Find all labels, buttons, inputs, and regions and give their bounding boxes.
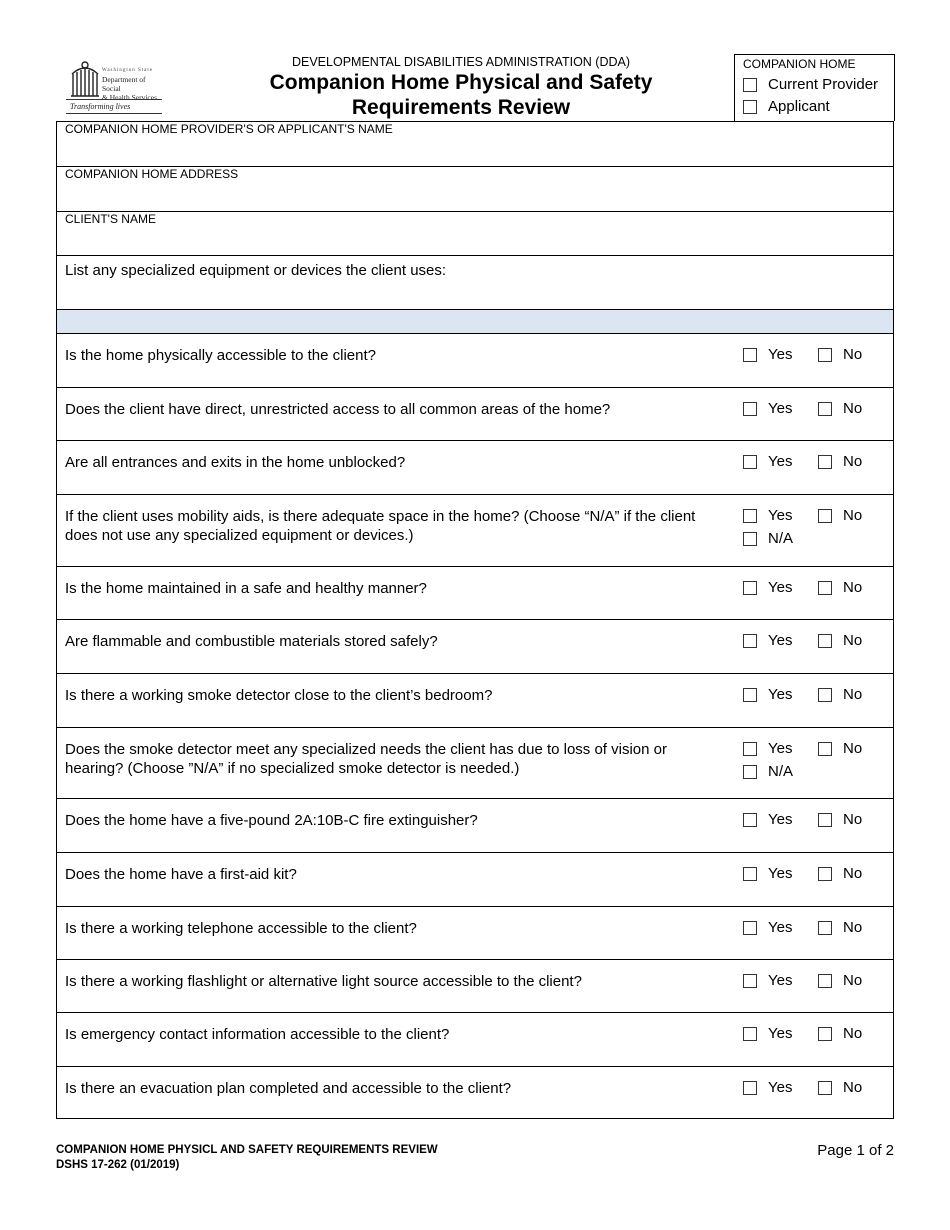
yes-option[interactable] [743, 579, 792, 596]
question-row [57, 1013, 893, 1067]
yes-checkbox[interactable] [743, 455, 757, 469]
question-text: If the client uses mobility aids, is there adequate space in the home? (Choose “N/A” if the client does not use any specialized equipment or devices.) [65, 508, 696, 544]
footer-form-title: COMPANION HOME PHYSICL AND SAFETY REQUIREMENTS REVIEW [56, 1144, 438, 1156]
question-text: Is there a working telephone accessible to the client? [65, 920, 417, 937]
yes-option[interactable] [743, 507, 792, 524]
yes-checkbox[interactable] [743, 1081, 757, 1095]
no-label: No [843, 1025, 863, 1042]
no-label: No [843, 632, 863, 649]
yes-label: Yes [768, 632, 793, 649]
logo-tagline: Transforming lives [70, 102, 131, 111]
yes-checkbox[interactable] [743, 867, 757, 881]
no-option[interactable] [818, 1025, 862, 1042]
yes-checkbox[interactable] [743, 634, 757, 648]
na-checkbox[interactable] [743, 765, 757, 779]
logo-dept-line2: & Health Services [102, 93, 157, 102]
logo-department-text [102, 75, 164, 102]
provider-name-label: COMPANION HOME PROVIDER'S OR APPLICANT'S NAME [65, 122, 393, 136]
no-option[interactable] [818, 507, 862, 524]
no-label: No [843, 346, 863, 363]
yes-label: Yes [768, 507, 793, 524]
yes-checkbox[interactable] [743, 742, 757, 756]
dshs-logo [66, 58, 164, 116]
page-number: Page 1 of 2 [817, 1142, 894, 1159]
no-option[interactable] [818, 811, 862, 828]
question-text: Does the home have a first-aid kit? [65, 866, 297, 883]
question-text: Is there a working flashlight or alternative light source accessible to the client? [65, 973, 582, 990]
yes-checkbox[interactable] [743, 348, 757, 362]
no-label: No [843, 919, 863, 936]
question-text: Does the client have direct, unrestricted access to all common areas of the home? [65, 401, 611, 418]
yes-label: Yes [768, 686, 793, 703]
no-checkbox[interactable] [818, 348, 832, 362]
page-title [236, 70, 686, 120]
question-row [57, 620, 893, 674]
yes-checkbox[interactable] [743, 974, 757, 988]
yes-option[interactable] [743, 400, 792, 417]
no-option[interactable] [818, 972, 862, 989]
yes-label: Yes [768, 972, 793, 989]
na-checkbox[interactable] [743, 532, 757, 546]
yes-option[interactable] [743, 346, 792, 363]
companion-home-type-box [734, 54, 895, 121]
question-text: Is the home physically accessible to the client? [65, 347, 376, 364]
yes-option[interactable] [743, 686, 792, 703]
na-label: N/A [768, 763, 794, 780]
question-row [57, 441, 893, 495]
na-option[interactable] [743, 763, 793, 780]
yes-label: Yes [768, 400, 793, 417]
review-form [56, 121, 894, 1119]
footer-form-code: DSHS 17-262 (01/2019) [56, 1159, 180, 1171]
form-header [56, 54, 894, 121]
yes-option[interactable] [743, 919, 792, 936]
yes-label: Yes [768, 346, 793, 363]
title-line-1: Companion Home Physical and Safety [269, 71, 653, 94]
no-label: No [843, 972, 863, 989]
yes-label: Yes [768, 1079, 793, 1096]
yes-option[interactable] [743, 811, 792, 828]
section-divider-band [57, 310, 893, 334]
applicant-checkbox[interactable] [743, 100, 757, 114]
current-provider-checkbox[interactable] [743, 78, 757, 92]
yes-label: Yes [768, 1025, 793, 1042]
no-option[interactable] [818, 400, 862, 417]
equipment-label: List any specialized equipment or devices the client uses: [65, 262, 447, 279]
question-row [57, 674, 893, 728]
option-current-provider[interactable] [743, 76, 878, 93]
yes-label: Yes [768, 865, 793, 882]
no-label: No [843, 1079, 863, 1096]
question-row [57, 334, 893, 388]
question-text: Is there a working smoke detector close to the client’s bedroom? [65, 687, 493, 704]
yes-checkbox[interactable] [743, 921, 757, 935]
yes-option[interactable] [743, 632, 792, 649]
question-text: Is emergency contact information accessible to the client? [65, 1026, 450, 1043]
no-checkbox[interactable] [818, 402, 832, 416]
question-row [57, 960, 893, 1013]
question-text: Are flammable and combustible materials stored safely? [65, 633, 438, 650]
no-checkbox[interactable] [818, 867, 832, 881]
provider-name-field[interactable] [57, 122, 893, 167]
no-label: No [843, 579, 863, 596]
no-checkbox[interactable] [818, 581, 832, 595]
no-checkbox[interactable] [818, 921, 832, 935]
no-checkbox[interactable] [818, 1027, 832, 1041]
yes-checkbox[interactable] [743, 581, 757, 595]
question-text: Does the smoke detector meet any specialized needs the client has due to loss of vision or hearing? (Choose ”N/A” if no specialized smoke detector is needed.) [65, 741, 667, 777]
yes-option[interactable] [743, 453, 792, 470]
no-checkbox[interactable] [818, 455, 832, 469]
yes-checkbox[interactable] [743, 1027, 757, 1041]
companion-home-label: COMPANION HOME [743, 57, 856, 71]
no-option[interactable] [818, 346, 862, 363]
no-option[interactable] [818, 686, 862, 703]
yes-label: Yes [768, 811, 793, 828]
no-checkbox[interactable] [818, 974, 832, 988]
question-row [57, 388, 893, 441]
question-row [57, 1067, 893, 1118]
no-label: No [843, 686, 863, 703]
yes-option[interactable] [743, 972, 792, 989]
question-row [57, 907, 893, 960]
address-label: COMPANION HOME ADDRESS [65, 167, 239, 181]
address-field[interactable] [57, 167, 893, 212]
current-provider-label: Current Provider [768, 76, 879, 93]
yes-checkbox[interactable] [743, 402, 757, 416]
yes-option[interactable] [743, 740, 792, 757]
no-checkbox[interactable] [818, 1081, 832, 1095]
no-option[interactable] [818, 1079, 862, 1096]
applicant-label: Applicant [768, 98, 830, 115]
question-row [57, 799, 893, 853]
building-icon [68, 60, 102, 98]
yes-label: Yes [768, 579, 793, 596]
yes-checkbox[interactable] [743, 813, 757, 827]
no-checkbox[interactable] [818, 509, 832, 523]
question-row [57, 567, 893, 620]
equipment-field[interactable] [57, 256, 893, 310]
question-text: Does the home have a five-pound 2A:10B-C fire extinguisher? [65, 812, 478, 829]
no-option[interactable] [818, 919, 862, 936]
yes-option[interactable] [743, 1079, 792, 1096]
no-label: No [843, 865, 863, 882]
question-row [57, 728, 893, 799]
no-option[interactable] [818, 632, 862, 649]
title-line-2: Requirements Review [351, 96, 571, 119]
yes-option[interactable] [743, 1025, 792, 1042]
no-option[interactable] [818, 579, 862, 596]
question-text: Is there an evacuation plan completed and accessible to the client? [65, 1080, 512, 1097]
no-option[interactable] [818, 453, 862, 470]
client-name-field[interactable] [57, 212, 893, 256]
no-option[interactable] [818, 740, 862, 757]
no-label: No [843, 740, 863, 757]
no-label: No [843, 453, 863, 470]
logo-rule-bottom [66, 113, 162, 114]
question-row [57, 495, 893, 567]
no-checkbox[interactable] [818, 813, 832, 827]
question-text: Is the home maintained in a safe and healthy manner? [65, 580, 427, 597]
no-label: No [843, 811, 863, 828]
no-label: No [843, 400, 863, 417]
client-name-label: CLIENT'S NAME [65, 212, 156, 226]
logo-state-text: Washington State [102, 68, 154, 73]
no-option[interactable] [818, 865, 862, 882]
option-applicant[interactable] [743, 98, 830, 115]
no-checkbox[interactable] [818, 742, 832, 756]
agency-name: DEVELOPMENTAL DISABILITIES ADMINISTRATION (DDA) [291, 55, 631, 69]
yes-label: Yes [768, 919, 793, 936]
yes-label: Yes [768, 453, 793, 470]
yes-checkbox[interactable] [743, 688, 757, 702]
question-text: Are all entrances and exits in the home unblocked? [65, 454, 406, 471]
yes-label: Yes [768, 740, 793, 757]
na-option[interactable] [743, 530, 793, 547]
logo-dept-line1: Department of Social [102, 75, 146, 93]
yes-option[interactable] [743, 865, 792, 882]
no-checkbox[interactable] [818, 688, 832, 702]
question-row [57, 853, 893, 907]
no-label: No [843, 507, 863, 524]
na-label: N/A [768, 530, 794, 547]
logo-rule-top [66, 99, 162, 100]
no-checkbox[interactable] [818, 634, 832, 648]
yes-checkbox[interactable] [743, 509, 757, 523]
